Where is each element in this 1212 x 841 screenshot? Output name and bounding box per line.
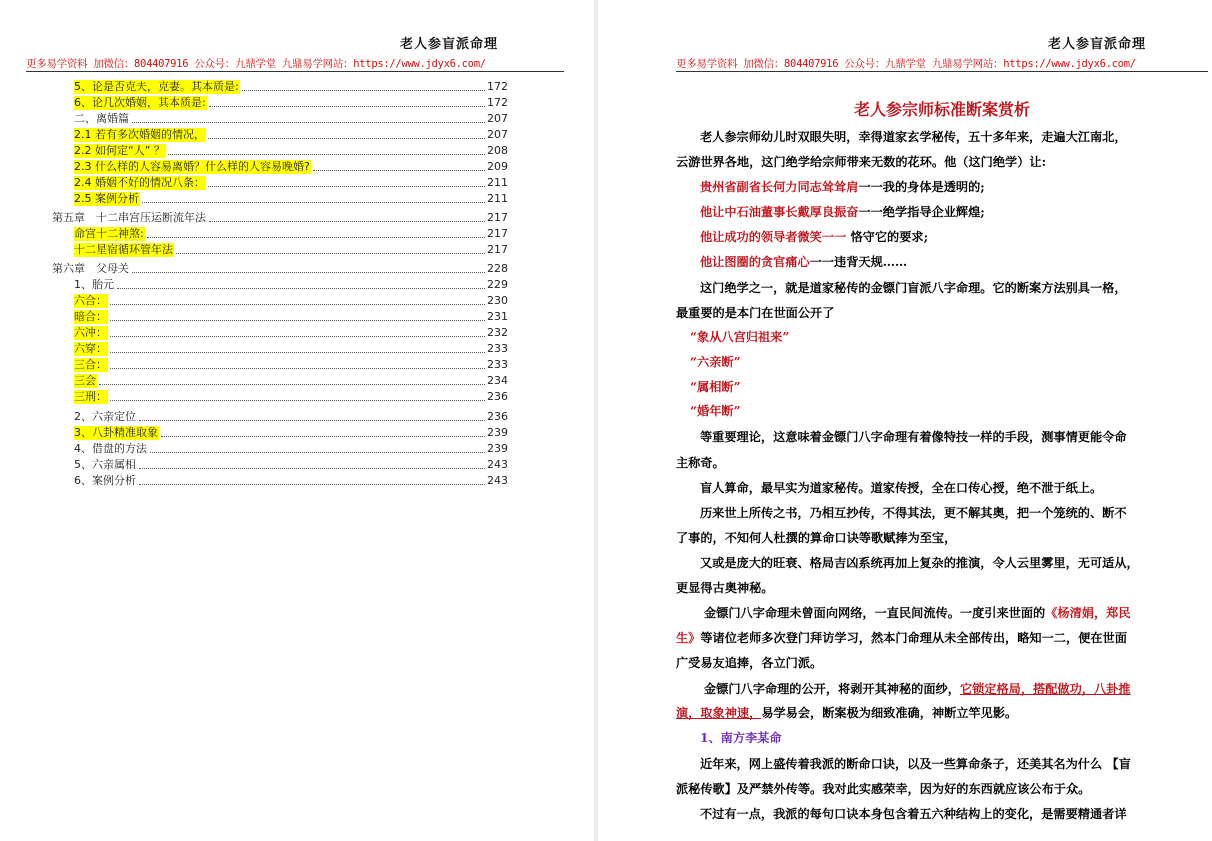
toc-entry-label: 2.3 什么样的人容易离婚？什么样的人容易晚婚? bbox=[74, 160, 310, 173]
toc-entry-page: 229 bbox=[487, 278, 508, 291]
toc-entry-page: 236 bbox=[487, 410, 508, 423]
paragraph-line bbox=[704, 606, 1131, 621]
toc-leader-dots bbox=[110, 319, 485, 321]
toc-leader-dots bbox=[150, 451, 485, 453]
paragraph-line bbox=[676, 631, 1127, 646]
header-title: 老人参盲派命理 bbox=[400, 37, 499, 52]
toc-entry-page: 208 bbox=[487, 144, 508, 157]
paragraph-line bbox=[700, 481, 1102, 496]
toc-entry-page: 209 bbox=[487, 160, 508, 173]
red-underlined-text: 它锁定格局，搭配做功，八卦推 bbox=[959, 682, 1131, 696]
paragraph-line bbox=[676, 581, 774, 596]
toc-entry[interactable] bbox=[74, 276, 508, 292]
paragraph-line bbox=[676, 306, 834, 321]
toc-leader-dots bbox=[132, 271, 485, 273]
text: 一一违背天规…… bbox=[809, 255, 908, 269]
toc-leader-dots bbox=[147, 236, 485, 238]
toc-entry[interactable] bbox=[74, 456, 508, 472]
red-text: 他让成功的领导者微笑一一 bbox=[700, 230, 847, 244]
toc-entry[interactable] bbox=[74, 324, 508, 340]
toc-entry-label: 4、借盘的方法 bbox=[74, 442, 147, 455]
toc-entry-page: 234 bbox=[487, 374, 508, 387]
toc-leader-dots bbox=[208, 185, 485, 187]
text: 最重要的是本门在世面公开了 bbox=[676, 306, 835, 320]
header-ad-line: 更多易学资料 加微信：804407916 公众号：九鼎学堂 九鼎易学网站：https://www.jdyx6.com/ bbox=[676, 58, 1136, 70]
key-theory bbox=[690, 330, 789, 345]
quote-line bbox=[700, 230, 928, 245]
toc-leader-dots bbox=[110, 351, 485, 353]
red-underlined-text: 演，取象神速， bbox=[676, 706, 762, 720]
red-text: 他让图圈的贪官痛心 bbox=[700, 255, 810, 269]
toc-entry-label: 2.2 如何定“人” ？ bbox=[74, 144, 165, 157]
toc-leader-dots bbox=[176, 252, 485, 254]
toc-entry-page: 228 bbox=[487, 262, 508, 275]
toc-entry[interactable] bbox=[74, 225, 508, 241]
toc-entry-page: 211 bbox=[487, 176, 508, 189]
toc-entry-label: 1、胎元 bbox=[74, 278, 114, 291]
toc-entry[interactable] bbox=[74, 158, 508, 174]
toc-entry-label: 三会 bbox=[74, 374, 96, 387]
text: 盲人算命，最早实为道家秘传。道家传授，全在口传心授，绝不泄于纸上。 bbox=[700, 481, 1103, 495]
header-ad-line: 更多易学资料 加微信：804407916 公众号：九鼎学堂 九鼎易学网站：https://www.jdyx6.com/ bbox=[26, 58, 486, 70]
toc-entry[interactable] bbox=[74, 126, 508, 142]
text: 云游世界各地，这门绝学给宗师带来无数的花环。他（这门绝学）让: bbox=[676, 155, 1047, 169]
toc-entry-page: 236 bbox=[487, 390, 508, 403]
purple-text: 1、南方李某命 bbox=[700, 731, 782, 745]
toc-entry[interactable] bbox=[74, 94, 508, 110]
toc-entry-page: 233 bbox=[487, 342, 508, 355]
toc-entry[interactable] bbox=[74, 174, 508, 190]
toc-entry-label: 暗合： bbox=[74, 310, 107, 323]
toc-entry-label: 3、八卦精准取象 bbox=[74, 426, 158, 439]
toc-leader-dots bbox=[139, 467, 485, 469]
text: 历来世上所传之书，乃相互抄传，不得其法，更不解其奥，把一个笼统的、断不 bbox=[700, 506, 1127, 520]
toc-entry-page: 217 bbox=[487, 211, 508, 224]
paragraph-line bbox=[704, 682, 1131, 697]
paragraph-line bbox=[676, 782, 1090, 797]
toc-entry[interactable] bbox=[74, 190, 508, 206]
toc-leader-dots bbox=[313, 169, 485, 171]
toc-entry-label: 三刑： bbox=[74, 390, 107, 403]
text: 更显得古奥神秘。 bbox=[676, 581, 774, 595]
toc-entry-label: 6、案例分析 bbox=[74, 474, 136, 487]
toc-leader-dots bbox=[110, 303, 485, 305]
toc-leader-dots bbox=[209, 105, 485, 107]
toc-entry-label: 2.5 案例分析 bbox=[74, 192, 139, 205]
toc-entry[interactable] bbox=[74, 78, 508, 94]
toc-entry[interactable] bbox=[74, 472, 508, 488]
text: 等重要理论，这意味着金镖门八字命理有着像特技一样的手段，测事情更能令命 bbox=[700, 430, 1127, 444]
toc-entry-label: 第五章 十二串宫压运断流年法 bbox=[52, 211, 206, 224]
toc-entry-page: 207 bbox=[487, 128, 508, 141]
toc-entry[interactable] bbox=[74, 142, 508, 158]
header-title: 老人参盲派命理 bbox=[1048, 37, 1147, 52]
text: 一一我的身体是透明的; bbox=[858, 180, 985, 194]
paragraph-line bbox=[700, 556, 1139, 571]
toc-entry-page: 232 bbox=[487, 326, 508, 339]
toc-entry[interactable] bbox=[74, 292, 508, 308]
toc-leader-dots bbox=[242, 89, 485, 91]
toc-entry-label: 六合： bbox=[74, 294, 107, 307]
toc-entry[interactable] bbox=[74, 372, 508, 388]
red-text: 贵州省副省长何力同志耸耸肩 bbox=[700, 180, 859, 194]
toc-leader-dots bbox=[161, 435, 485, 437]
toc-entry[interactable] bbox=[74, 241, 508, 257]
toc-entry-page: 239 bbox=[487, 426, 508, 439]
toc-entry-page: 233 bbox=[487, 358, 508, 371]
toc-entry-label: 2.4 婚姻不好的情况八条： bbox=[74, 176, 205, 189]
text: 一一绝学指导企业辉煌; bbox=[858, 205, 985, 219]
key-theory bbox=[690, 380, 741, 395]
toc-entry-page: 243 bbox=[487, 458, 508, 471]
paragraph-line bbox=[700, 281, 1127, 296]
toc-leader-dots bbox=[139, 419, 485, 421]
toc-entry-page: 231 bbox=[487, 310, 508, 323]
paragraph-line bbox=[700, 757, 1131, 772]
toc-entry-page: 172 bbox=[487, 80, 508, 93]
paragraph-line bbox=[676, 656, 822, 671]
paragraph-line bbox=[676, 531, 956, 546]
paragraph-line bbox=[676, 706, 1017, 721]
red-text: 他让中石油董事长戴厚良振奋 bbox=[700, 205, 859, 219]
toc-entry-label: 三合： bbox=[74, 358, 107, 371]
toc-entry[interactable] bbox=[74, 356, 508, 372]
toc-entry-label: 第六章 父母关 bbox=[52, 262, 129, 275]
paragraph-line bbox=[700, 430, 1127, 445]
toc-entry-page: 230 bbox=[487, 294, 508, 307]
quote-line bbox=[700, 205, 985, 220]
paragraph-line bbox=[676, 155, 1046, 170]
key-theory bbox=[690, 404, 741, 419]
toc-entry-label: 2、六亲定位 bbox=[74, 410, 136, 423]
toc-entry[interactable] bbox=[74, 340, 508, 356]
page-left bbox=[0, 0, 594, 841]
toc-entry-page: 217 bbox=[487, 243, 508, 256]
toc-entry-page: 172 bbox=[487, 96, 508, 109]
toc-entry[interactable] bbox=[74, 440, 508, 456]
toc-entry-page: 243 bbox=[487, 474, 508, 487]
red-text: 《杨清娟，郑民 bbox=[1045, 606, 1131, 620]
toc-entry-label: 5、论是否克夫，克妻。其本质是: bbox=[74, 80, 239, 93]
text: 金镖门八字命理未曾面向网络，一直民间流传。一度引来世面的 bbox=[704, 606, 1046, 620]
toc-entry[interactable] bbox=[74, 408, 508, 424]
toc-leader-dots bbox=[99, 383, 485, 385]
quote-line bbox=[700, 255, 907, 270]
toc-leader-dots bbox=[110, 335, 485, 337]
red-text: 生》 bbox=[676, 631, 701, 645]
toc-entry-label: 2.1 若有多次婚姻的情况， bbox=[74, 128, 205, 141]
header-rule bbox=[26, 71, 564, 72]
toc-leader-dots bbox=[142, 201, 485, 203]
text: 金镖门八字命理的公开，将剥开其神秘的面纱， bbox=[704, 682, 960, 696]
page-right bbox=[598, 0, 1212, 841]
toc-leader-dots bbox=[132, 121, 485, 123]
toc-entry-page: 239 bbox=[487, 442, 508, 455]
text: 老人参宗师幼儿时双眼失明，幸得道家玄学秘传，五十多年来，走遍大江南北， bbox=[700, 130, 1127, 144]
text: 近年来，网上盛传着我派的断命口诀，以及一些算命条子，还美其名为什么 【盲 bbox=[700, 757, 1131, 771]
toc-entry-page: 207 bbox=[487, 112, 508, 125]
toc-leader-dots bbox=[117, 287, 485, 289]
toc-entry-page: 217 bbox=[487, 227, 508, 240]
quote-line bbox=[700, 180, 985, 195]
section-heading bbox=[700, 731, 782, 746]
toc-entry-page: 211 bbox=[487, 192, 508, 205]
toc-entry-label: 5、六亲属相 bbox=[74, 458, 136, 471]
toc-leader-dots bbox=[110, 367, 485, 369]
toc-entry[interactable] bbox=[52, 209, 508, 225]
toc-leader-dots bbox=[139, 483, 485, 485]
text: 了事的，不知何人杜撰的算命口诀等歌赋捧为至宝， bbox=[676, 531, 957, 545]
red-text: “六亲断” bbox=[690, 355, 741, 369]
header-rule bbox=[676, 71, 1208, 72]
red-text: “属相断” bbox=[690, 380, 741, 394]
toc-entry[interactable] bbox=[52, 260, 508, 276]
paragraph-line bbox=[700, 506, 1127, 521]
text: 又或是庞大的旺衰、格局吉凶系统再加上复杂的推演，令人云里雾里，无可适从， bbox=[700, 556, 1139, 570]
toc-entry-label: 6、论几次婚姻，其本质是: bbox=[74, 96, 206, 109]
toc-leader-dots bbox=[209, 220, 485, 222]
toc-entry[interactable] bbox=[74, 308, 508, 324]
text: 不过有一点，我派的每句口诀本身包含着五六种结构上的变化，是需要精通者详 bbox=[700, 807, 1127, 821]
toc-entry-label: 命宫十二神煞: bbox=[74, 227, 144, 240]
text: 恪守它的要求; bbox=[846, 230, 929, 244]
article-title: 老人参宗师标准断案赏析 bbox=[853, 100, 1030, 119]
key-theory bbox=[690, 355, 741, 370]
text: 易学易会，断案极为细致准确，神断立竿见影。 bbox=[761, 706, 1018, 720]
toc-leader-dots bbox=[110, 399, 485, 401]
text: 这门绝学之一，就是道家秘传的金镖门盲派八字命理。它的断案方法别具一格， bbox=[700, 281, 1127, 295]
paragraph-line bbox=[700, 807, 1127, 822]
text: 等诸位老师多次登门拜访学习，然本门命理从未全部传出，略知一二，便在世面 bbox=[700, 631, 1127, 645]
text: 主称奇。 bbox=[676, 456, 725, 470]
toc-entry-label: 六穿： bbox=[74, 342, 107, 355]
toc-entry-label: 十二星宿循环管年法 bbox=[74, 243, 173, 256]
toc-entry[interactable] bbox=[74, 424, 508, 440]
red-text: “象从八宫归祖来” bbox=[690, 330, 790, 344]
text: 派秘传歌】及严禁外传等。我对此实感荣幸，因为好的东西就应该公布于众。 bbox=[676, 782, 1091, 796]
toc-leader-dots bbox=[208, 137, 485, 139]
toc-entry-label: 二、离婚篇 bbox=[74, 112, 129, 125]
paragraph-line bbox=[676, 456, 725, 471]
toc-entry-label: 六冲： bbox=[74, 326, 107, 339]
red-text: “婚年断” bbox=[690, 404, 741, 418]
text: 广受易友追捧，各立门派。 bbox=[676, 656, 823, 670]
toc-entry[interactable] bbox=[74, 110, 508, 126]
toc-entry[interactable] bbox=[74, 388, 508, 404]
toc-leader-dots bbox=[168, 153, 485, 155]
paragraph-line bbox=[700, 130, 1127, 145]
